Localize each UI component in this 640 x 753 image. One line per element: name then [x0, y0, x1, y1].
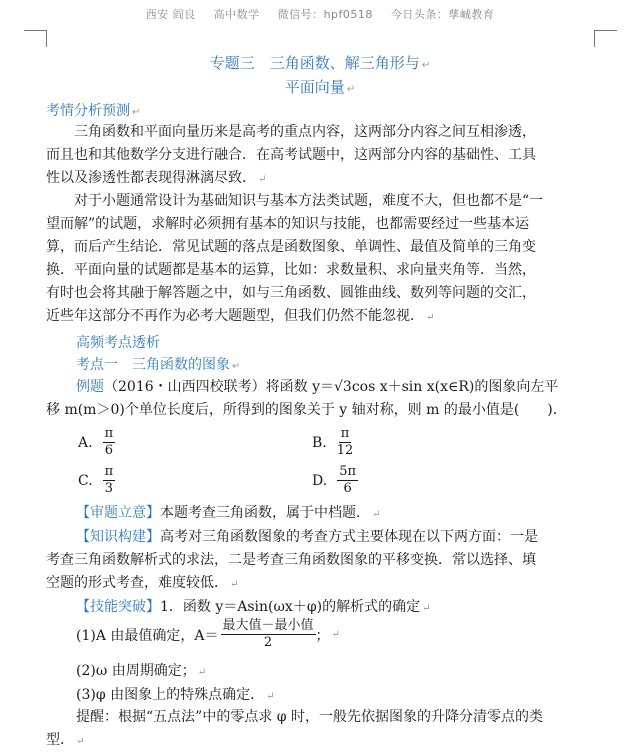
intent-line: 【审题立意】本题考查三角函数，属于中档题． ↵ — [76, 505, 381, 521]
skill-tag: 【技能突破】 — [76, 599, 160, 615]
header-wechat: 微信号：hpf0518 — [277, 8, 373, 21]
page-header — [0, 6, 640, 22]
knowledge-line2: 考查三角函数解析式的求法，二是考查三角函数图象的平移变换．常以选择、填 — [46, 552, 536, 568]
header-toutiao: 今日头条：孳峸教育 — [390, 8, 495, 21]
option-b-fraction: $\frac{\pi}{12}$ — [336, 426, 354, 458]
option-a-fraction: $\frac{\pi}{6}$ — [104, 426, 114, 458]
option-c-fraction: $\frac{\pi}{3}$ — [104, 464, 114, 496]
doc-title-line2: 平面向量 ↵ — [284, 78, 356, 96]
knowledge-tag: 【知识构建】 — [76, 529, 160, 545]
intent-tag: 【审题立意】 — [76, 505, 160, 521]
section-heading-analysis: 考情分析预测 ↵ — [46, 103, 141, 119]
option-d: D. $\frac{5\pi}{6}$ — [312, 464, 357, 496]
step2: (2)ω 由周期确定； ↵ — [76, 663, 207, 679]
step1-fraction: $\frac{\text{最大值－最小值}}{2}$ — [222, 618, 314, 650]
step3: (3)φ 由图象上的特殊点确定． ↵ — [76, 687, 275, 703]
reminder-line1: 提醒：根据“五点法”中的零点求 φ 时，一般先依据图象的升降分清零点的类 — [76, 709, 544, 725]
option-b: B. $\frac{\pi}{12}$ — [312, 426, 354, 458]
option-a: A. $\frac{\pi}{6}$ — [78, 426, 114, 458]
margin-corner-left — [24, 30, 47, 47]
analysis-block — [46, 502, 586, 620]
example-line1: （2016・山西四校联考）将函数 y＝√3cos x＋sin x(x∈R)的图象向左平 — [104, 379, 559, 395]
steps-block — [76, 660, 596, 708]
header-subject: 高中数学 — [213, 8, 260, 21]
header-location: 西安 阎良 — [145, 8, 196, 21]
reminder-line2: 型． ↵ — [46, 732, 85, 748]
knowledge-line3: 空题的形式考查，难度较低． ↵ — [46, 575, 239, 591]
option-c: C. $\frac{\pi}{3}$ — [78, 464, 114, 496]
paragraph-2: 对于小题通常设计为基础知识与基本方法类试题，难度不大，但也都不是“一 望而解”的试题，求解时必须拥有基本的知识与技能，也都需要经过一些基本运 算，而后产生结论．常见试题的落点是函数图象、单调性、最值及简单的三角变 换．平面向量的试题都是基本的运算，比如：求数量积、求向量夹角等．当然， 有时也会将其融于解答题之中，如与三角函数、圆锥曲线、数列等问题的交汇， 近些年这部分不再作为必考大题题型，但我们仍然不能忽视． ↵ — [46, 193, 544, 324]
section-heading-hotspots: 高频考点透析 — [76, 335, 160, 351]
paragraph-1: 三角函数和平面向量历来是高考的重点内容，这两部分内容之间互相渗透， 而且也和其他数学分支进行融合．在高考试题中，这两部分内容的基础性、工具 性以及渗透性都表现得淋漓尽致． ↵ — [46, 124, 536, 186]
example-line2: 移 m(m＞0)个单位长度后，所得到的图象关于 y 轴对称，则 m 的最小值是( )． — [46, 402, 567, 418]
example-question — [46, 376, 586, 422]
point-heading: 考点一 三角函数的图象 ↵ — [76, 357, 241, 373]
step1: (1)A 由最值确定，A＝ $\frac{\text{最大值－最小值}}{2}$ ； ↵ — [76, 618, 340, 650]
margin-corner-right — [594, 30, 617, 47]
doc-title-line1: 专题三 三角函数、解三角形与 ↵ — [209, 54, 431, 72]
option-d-fraction: $\frac{5\pi}{6}$ — [339, 464, 357, 496]
reminder-block — [46, 706, 586, 753]
knowledge-line1: 【知识构建】高考对三角函数图象的考查方式主要体现在以下两方面：一是 — [76, 529, 538, 545]
example-label: 例题 — [76, 379, 104, 395]
skill-line: 【技能突破】1．函数 y＝Asin(ωx＋φ)的解析式的确定 ↵ — [76, 599, 431, 615]
